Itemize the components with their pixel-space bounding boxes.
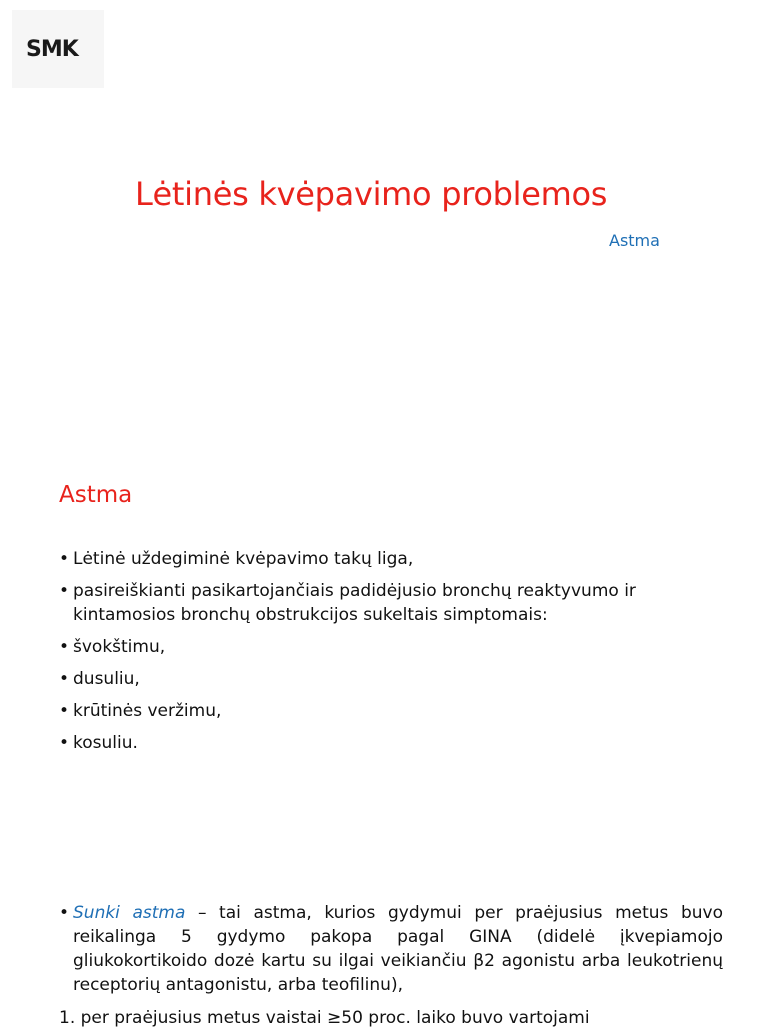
list-item: • švokštimu, bbox=[59, 635, 709, 659]
smk-logo bbox=[26, 34, 90, 62]
bullet-mark: • bbox=[59, 903, 70, 923]
section-heading: Astma bbox=[59, 482, 133, 508]
page-title: Lėtinės kvėpavimo problemos bbox=[135, 175, 608, 213]
list-item: • dusuliu, bbox=[59, 667, 709, 691]
list-item: • Lėtinė uždegiminė kvėpavimo takų liga, bbox=[59, 547, 709, 571]
list-item: • pasireiškianti pasikartojančiais padidėjusio bronchų reaktyvumo ir kintamosios bronchų obstrukcijos sukeltais simptomais: bbox=[59, 579, 709, 627]
severe-asthma-term: Sunki astma bbox=[73, 903, 186, 923]
severe-asthma-definition bbox=[59, 901, 723, 997]
logo-box bbox=[12, 10, 104, 88]
page-subtitle: Astma bbox=[609, 231, 660, 250]
severe-asthma-text: – tai astma, kurios gydymui per praėjusius metus buvo reikalinga 5 gydymo pakopa pagal GINA (didelė įkvepiamojo gliukokortikoido dozė kartu su ilgai veikiančiu β2 agonistu arba leukotrienų receptorių antagonistu, arba teofilinu), bbox=[73, 903, 723, 995]
numbered-item-1: 1. per praėjusius metus vaistai ≥50 proc. laiko buvo vartojami bbox=[59, 1008, 590, 1028]
list-item: • kosuliu. bbox=[59, 731, 709, 755]
symptom-list bbox=[59, 547, 709, 763]
list-item: • krūtinės veržimu, bbox=[59, 699, 709, 723]
logo-text: SMK bbox=[26, 37, 78, 62]
